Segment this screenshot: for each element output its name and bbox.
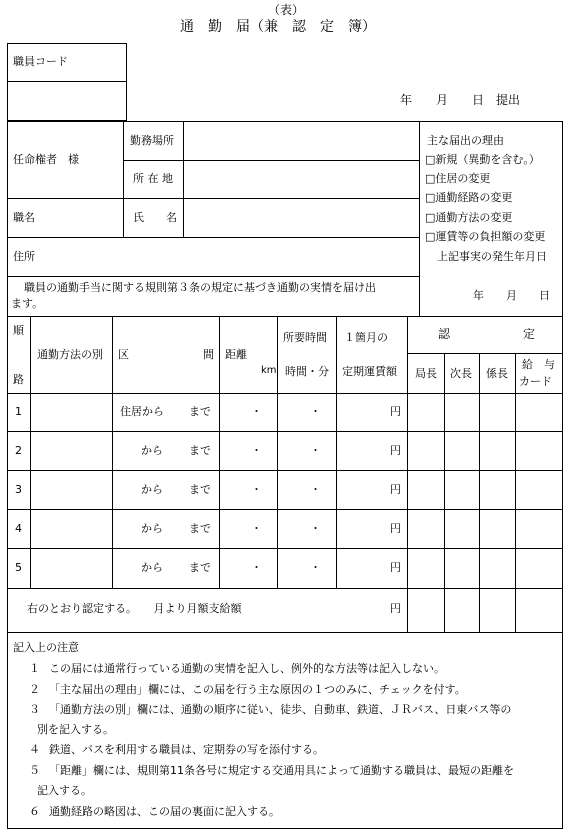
approval-header-left: 認 [438,327,451,341]
note-5-text: 「距離」欄には、規則第11条各号に規定する交通用具によって通勤する職員は、最短の距離を [49,764,514,777]
applicant-row-line-4 [7,276,419,277]
col-fare-bottom: 定期運賃額 [342,365,397,378]
row-line-3 [7,509,563,510]
row-1-yen: 円 [390,405,401,418]
note-1-number: １ [29,662,40,675]
note-3-number: ３ [29,703,40,716]
statement-line-1: 職員の通勤手当に関する規則第３条の規定に基づき通勤の実情を届け出 [24,281,376,294]
note-5-continued: 記入する。 [37,784,92,797]
row-line-2 [7,470,563,471]
form-marker: （表） [268,3,305,17]
certify-yen: 円 [390,602,401,615]
reason-route-checkbox[interactable]: □通勤経路の変更 [425,191,513,204]
row-2-distance-dot: ・ [251,444,262,457]
table-header-bottom [7,393,563,394]
statement-bottom-line [7,316,563,317]
approval-header-right: 定 [523,327,536,341]
note-3-continued: 別を記入する。 [37,723,114,736]
row-5-from: から [141,561,163,574]
position-field[interactable] [50,199,122,236]
reason-residence-checkbox[interactable]: □住居の変更 [425,172,491,185]
col-line-8 [479,353,480,633]
row-4-from: から [141,522,163,535]
certify-text: 右のとおり認定する。 月より月額支給額 [27,602,242,615]
row-3-distance-dot: ・ [251,483,262,496]
name-field[interactable] [184,199,418,236]
row-4-yen: 円 [390,522,401,535]
location-field[interactable] [184,161,418,197]
col-line-6 [407,316,408,633]
row-1-from: 住居から [120,405,164,418]
applicant-divider-v1 [123,121,124,237]
reason-method-checkbox[interactable]: □通勤方法の変更 [425,211,513,224]
approval-header-line [407,353,563,354]
col-section-right: 間 [203,348,214,361]
note-6-text: 通勤経路の略図は、この届の裏面に記入する。 [49,805,280,818]
row-4-time-dot: ・ [310,522,321,535]
col-section-left: 区 [118,348,129,361]
employee-code-label: 職員コード [13,55,68,68]
note-5-number: ５ [29,764,40,777]
col-line-7 [444,353,445,633]
address-label: 住所 [13,250,35,263]
row-4-to: まで [189,522,211,535]
form-title: 通 勤 届（兼 認 定 簿） [180,19,376,35]
row-line-1 [7,431,563,432]
col-distance-header: 距離 [225,348,247,361]
note-6-number: ６ [29,805,40,818]
col-route-top: 順 [13,324,24,337]
row-2-time-dot: ・ [310,444,321,457]
position-label: 職名 [13,211,35,224]
address-field[interactable] [50,238,418,275]
row-1-to: まで [189,405,211,418]
row-1-distance-dot: ・ [251,405,262,418]
notes-heading: 記入上の注意 [13,641,79,654]
row-3-time-dot: ・ [310,483,321,496]
reason-new-checkbox[interactable]: □新規（異動を含む。） [425,153,540,166]
row-4-number: 4 [15,522,22,535]
note-2-text: 「主な届出の理由」欄には、この届を行う主な原因の１つのみに、チェックを付す。 [49,683,466,696]
row-4-distance-dot: ・ [251,522,262,535]
col-fare-top: １箇月の [344,331,388,344]
row-1-number: 1 [15,405,22,418]
reasons-divider [419,121,420,316]
note-1-text: この届には通常行っている通勤の実情を記入し、例外的な方法等は記入しない。 [49,662,445,675]
approver-pay-top: 給 与 [522,358,555,371]
note-2-number: ２ [29,683,40,696]
row-3-number: 3 [15,483,22,496]
row-5-yen: 円 [390,561,401,574]
note-4-text: 鉄道、バスを利用する職員は、定期券の写を添付する。 [49,743,324,756]
note-3-text: 「通勤方法の別」欄には、通勤の順序に従い、徒歩、自動車、鉄道、ＪＲバス、日東バス等の [49,703,512,716]
appointer-label: 任命権者 様 [13,153,79,166]
row-2-yen: 円 [390,444,401,457]
col-time-top: 所要時間 [283,331,327,344]
col-line-9 [515,353,516,633]
employee-code-field[interactable] [8,82,126,120]
row-3-to: まで [189,483,211,496]
name-label: 氏 名 [133,211,177,224]
approver-pay-bottom: カード [519,375,552,388]
occurrence-label: 上記事実の発生年月日 [437,250,547,263]
approver-section-chief: 係長 [486,367,508,380]
occurrence-date: 年 月 日 [473,289,550,302]
col-distance-unit: km [261,365,277,376]
row-2-number: 2 [15,444,22,457]
row-line-4 [7,548,563,549]
submit-date: 年 月 日 提出 [400,93,521,107]
row-line-5 [7,588,563,589]
location-label: 所 在 地 [133,172,173,185]
reasons-heading: 主な届出の理由 [427,134,504,147]
row-3-yen: 円 [390,483,401,496]
row-5-time-dot: ・ [310,561,321,574]
row-1-time-dot: ・ [310,405,321,418]
row-2-from: から [141,444,163,457]
row-5-distance-dot: ・ [251,561,262,574]
workplace-field[interactable] [184,122,418,159]
workplace-label: 勤務場所 [130,134,174,147]
col-route-bottom: 路 [13,373,24,386]
col-time-bottom: 時間・分 [285,365,329,378]
reason-fare-checkbox[interactable]: □運賃等の負担額の変更 [425,230,546,243]
row-3-from: から [141,483,163,496]
approver-deputy: 次長 [450,367,472,380]
col-method-header: 通勤方法の別 [37,348,103,361]
row-2-to: まで [189,444,211,457]
statement-line-2: ます。 [11,297,44,310]
row-5-to: まで [189,561,211,574]
note-4-number: ４ [29,743,40,756]
row-5-number: 5 [15,561,22,574]
approver-bureau-chief: 局長 [415,367,437,380]
